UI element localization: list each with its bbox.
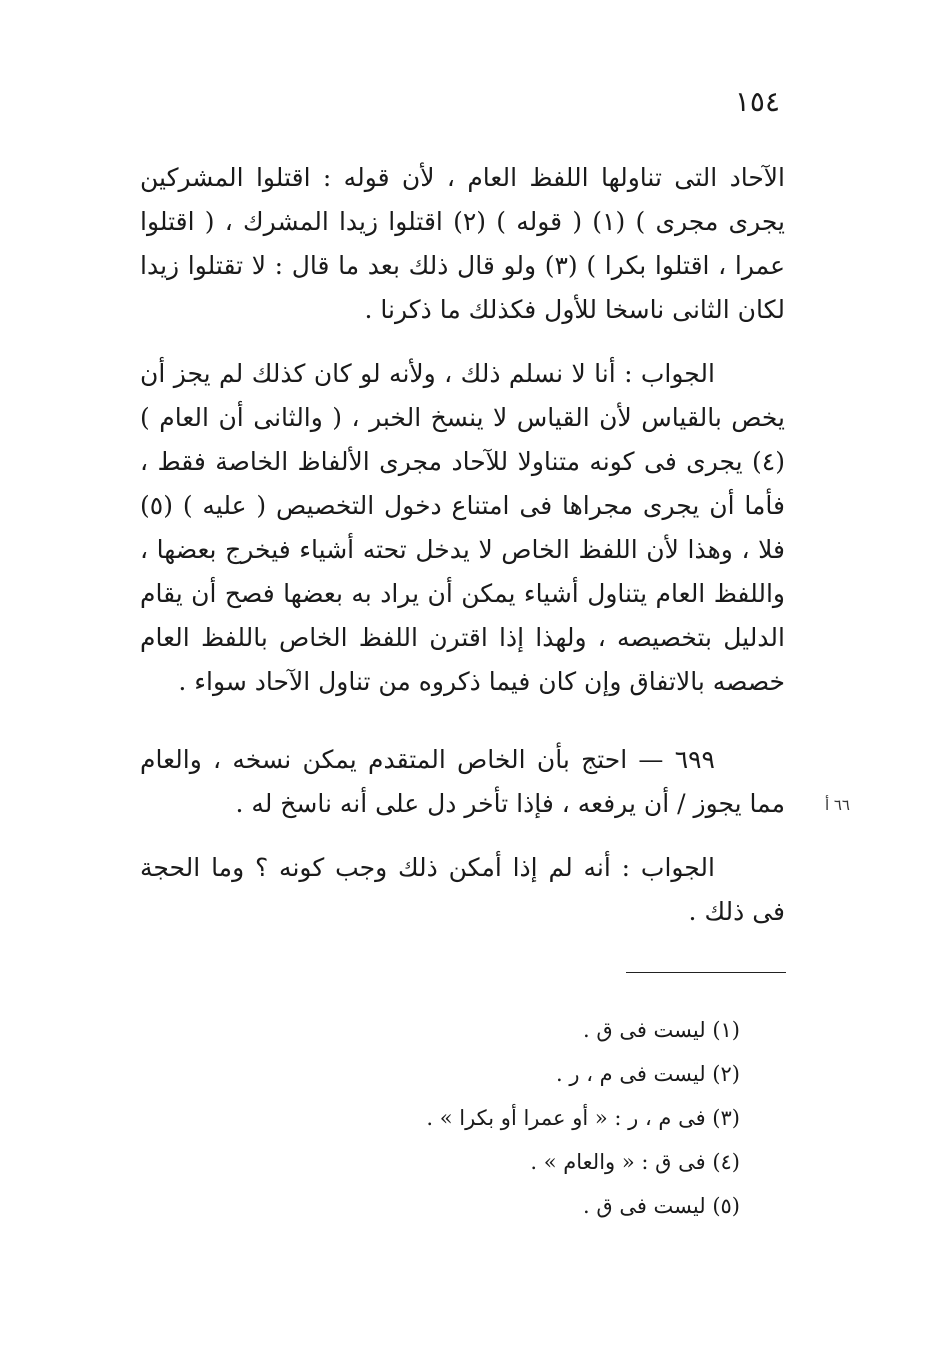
footnote-divider: [626, 972, 786, 973]
footnote-5: (٥) ليست فى ق .: [583, 1194, 740, 1218]
paragraph-1: الآحاد التى تناولها اللفظ العام ، لأن قوله : اقتلوا المشركين يجرى مجرى ) (١) ( قوله ) (٢) اقتلوا زيدا المشرك ، ( اقتلوا عمرا ، اقتلوا بكرا ) (٣) ولو قال ذلك بعد ما قال : لا تقتلوا زيدا لكان الثانى ناسخا للأول فكذلك ما ذكرنا .: [140, 163, 786, 324]
footnote-1: (١) ليست فى ق .: [583, 1018, 740, 1042]
paragraph-3: ٦٩٩ — احتج بأن الخاص المتقدم يمكن نسخه ، والعام مما يجوز / أن يرفعه ، فإذا تأخر دل على أنه ناسخ له .: [140, 745, 785, 818]
footnote-2: (٢) ليست فى م ، ر .: [556, 1062, 740, 1086]
footnote-3: (٣) فى م ، ر : « أو عمرا أو بكرا » .: [426, 1106, 740, 1130]
paragraph-2: الجواب : أنا لا نسلم ذلك ، ولأنه لو كان كذلك لم يجز أن يخص بالقياس لأن القياس لا ينسخ الخبر ، ( والثانى أن العام ) (٤) يجرى فى كونه متناولا للآحاد مجرى الألفاظ الخاصة فقط ، فأما أن يجرى مجراها فى امتناع دخول التخصيص ( عليه ) (٥) فلا ، وهذا لأن اللفظ الخاص لا يدخل تحته أشياء فيخرج بعضها ، واللفظ العام يتناول أشياء يمكن أن يراد به بعضها فصح أن يقام الدليل بتخصيصه ، ولهذا إذا اقترن اللفظ الخاص باللفظ العام خصصه بالاتفاق وإن كان فيما ذكروه من تناول الآحاد سواء .: [140, 359, 785, 696]
footnote-4: (٤) فى ق : « والعام » .: [530, 1150, 740, 1174]
manuscript-folio-note: ٦٦ أ: [824, 796, 850, 814]
page-number: ١٥٤: [734, 85, 780, 118]
paragraph-4: الجواب : أنه لم إذا أمكن ذلك وجب كونه ؟ وما الحجة فى ذلك .: [140, 853, 785, 926]
footnotes-list: [300, 1008, 740, 1228]
